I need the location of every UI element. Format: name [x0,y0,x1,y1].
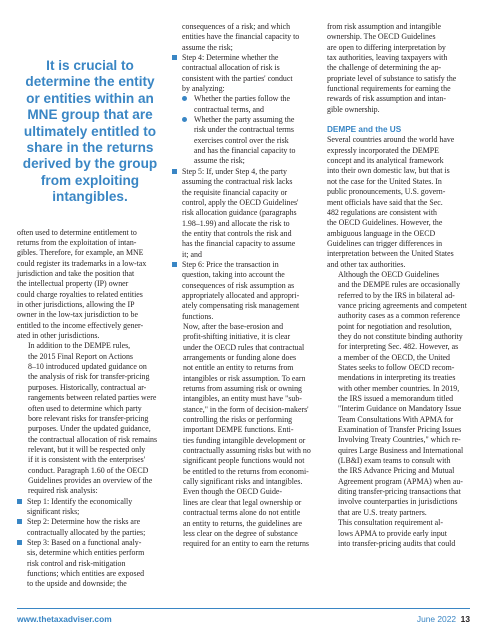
text-line: propriate level of substance to satisfy the [327,73,457,83]
text-line: into their own domestic law, but that is [327,166,450,176]
text-line: stance," in the form of decision-makers' [183,404,309,414]
text-line: functional requirements for earning the [327,84,451,94]
text-line: owner in the low-tax jurisdiction to be [17,310,138,320]
column-2 [172,22,318,550]
website-link[interactable]: www.thetaxadviser.com [17,614,112,624]
text-line: 1.98–1.99) and allocate the risk to [182,218,290,228]
text-line: into transfer-pricing audits that could [338,538,456,548]
text-line: the challenge of determining the ap- [327,63,442,73]
text-line: assume the risk; [194,156,245,166]
text-line: Step 4: Determine whether the [182,53,279,63]
paragraph [17,228,163,342]
text-line: exercises control over the risk [194,135,289,145]
text-line: that are U.S. treaty partners. [338,507,427,517]
text-line: This consultation requirement al- [338,518,443,528]
text-line: Step 6: Price the transaction in [182,259,279,269]
text-line: appropriately allocated and appropri- [182,290,300,300]
text-line: often used to determine entitlement to [17,227,137,237]
text-line: not entitle an entity to returns from [183,363,294,373]
pull-quote-line: derived by the group [22,156,158,172]
text-line: Now, after the base-erosion and [183,321,284,331]
text-line: expressly incorporated the DEMPE [327,145,439,155]
text-line: not the case for the United States. In [327,176,442,186]
section-heading [327,125,473,135]
text-line: to the upside and downside; the [27,579,127,589]
pull-quote-line: share in the returns [26,140,154,156]
sub-list-item [172,94,318,115]
text-line: Step 1: Identify the economically [27,496,133,506]
text-line: often used to determine which party [28,403,142,413]
text-line: intangibles or risk assumption. To earn [183,373,306,383]
text-line: ambiguous language in the OECD [327,228,436,238]
text-line: the analysis of risk for transfer-pricing [28,372,150,382]
pull-quote-line: It is crucial to [46,58,134,73]
text-line: the intellectual property (IP) owner [17,279,129,289]
text-line: consequences of risk assumption as [182,280,295,290]
text-line: ated in other jurisdictions. [17,331,100,341]
text-line: gibles. Therefore, for example, an MNE [17,248,144,258]
paragraph [17,341,163,496]
text-line: are open to differing interpretation by [327,42,446,52]
text-line: control, apply the OECD Guidelines' [182,197,299,207]
text-line: Guidelines provides an overview of the [28,475,153,485]
text-line: could charge royalties to related entities [17,289,143,299]
text-line: the requisite financial capacity or [182,187,288,197]
text-line: Whether the party assuming the [194,115,295,125]
text-line: States seeks to follow OECD recom- [338,363,455,372]
text-line: an entity to returns, the guidelines are [183,518,302,528]
text-line: Team Consultations With APMA for [338,414,454,424]
text-line: required risk analysis: [28,486,98,496]
text-line: the 2015 Final Report on Actions [28,351,133,361]
pull-quote-line: ultimately entitled to [23,123,157,139]
text-line: relevant, but it will be respected only [28,444,146,454]
text-line: significant people functions would not [183,456,305,466]
text-line: with other member countries. In 2019, [338,383,460,393]
text-line: assuming the contractual risk lacks [182,177,293,187]
text-line: the entity that controls the risk and [182,228,292,238]
text-line: bore relevant risks for transfer-pricing [28,413,149,423]
text-line: contractual terms, and [194,104,264,114]
text-line: functions. [182,311,214,321]
text-line: point for negotiation and resolution, [338,321,452,331]
pull-quote-line: intangibles. [52,189,128,205]
list-item [17,538,163,590]
text-line: Involving Treaty Countries," which re- [338,435,461,445]
paragraph [327,518,473,549]
text-line: be entitled to the returns from economi- [183,466,309,476]
text-line: rewards of risk assumption and intan- [327,94,446,104]
text-line: DEMPE and the US [327,125,402,135]
text-line: a member of the OECD, the United [338,352,450,362]
text-line: and has the financial capacity to [194,146,296,156]
text-line: gible ownership. [327,104,380,114]
text-line: they do not constitute binding authority [338,331,463,341]
text-line: (LB&I) exam teams to consult with [338,456,451,466]
text-line: Agreement program (APMA) when au- [338,476,463,486]
text-line: returns from assuming risk or owning [183,384,303,394]
list-item [172,53,318,94]
text-line: by analyzing: [182,84,225,94]
issue-date: June 2022 [416,614,457,624]
page-number: 13 [460,614,470,624]
spacer [327,115,473,125]
text-line: ately compensating risk management [182,301,300,311]
text-line: cally significant risks and intangibles. [183,477,303,487]
paragraph [172,487,318,549]
text-line: lines are clear that legal ownership or [183,497,302,507]
text-line: referred to by the IRS in bilateral ad- [338,290,455,300]
text-line: vance pricing agreements and competent [338,300,467,310]
paragraph [327,270,473,518]
text-line: entitled to the income effectively gener- [17,320,144,330]
text-line: functions; which entities are exposed [27,569,145,578]
text-line: risk under the contractual terms [194,125,294,135]
text-line: contractually assuming risks but with no [183,446,311,456]
text-line: Step 3: Based on a functional analy- [27,537,142,547]
pull-quote-line: from exploiting [40,172,140,188]
text-line: "Interim Guidance on Mandatory Issue [338,404,462,414]
text-line: concept and its analytical framework [327,156,444,166]
text-line: and other tax authorities. [327,259,406,269]
page-footer [17,608,470,624]
text-line: diting transfer-pricing transactions that [338,487,461,497]
text-line: contractual terms alone do not entitle [183,508,301,518]
pull-quote-line: MNE group that are [27,107,153,123]
text-line: risk control and risk-mitigation [27,558,126,568]
text-line: tax authorities, leaving taxpayers with [327,53,448,63]
text-line: intangibles, an entity must have "sub- [183,394,302,404]
text-line: question, taking into account the [182,270,285,280]
text-line: the IRS Advance Pricing and Mutual [338,466,455,476]
text-line: important DEMPE functions. Enti- [183,425,294,435]
text-line: ownership. The OECD Guidelines [327,32,436,42]
text-line: for interpreting Sec. 482. However, as [338,342,459,352]
text-line: the contractual allocation of risk remains [28,434,158,444]
list-item [17,517,163,538]
text-line: contractually allocated by the parties; [27,527,146,537]
text-line: purposes. Historically, contractual ar- [28,382,147,392]
text-line: Step 2: Determine how the risks are [27,517,141,527]
text-line: significant risks; [27,506,80,516]
text-line: consistent with the parties' conduct [182,73,293,83]
text-line: Even though the OECD Guide- [183,487,283,497]
text-line: 8–10 introduced updated guidance on [28,362,147,372]
text-line: Guidelines can trigger differences in [327,238,443,248]
text-line: entities have the financial capacity to [182,32,300,42]
pull-quote-line: or entities within an [26,90,154,106]
text-line: Whether the parties follow the [194,94,290,104]
text-line: profit-shifting initiative, it is clear [183,332,291,342]
paragraph [327,135,473,269]
list-item [17,497,163,518]
text-line: in other jurisdictions, allowing the IP [17,300,135,310]
text-line: purposes. Under the updated guidance, [28,424,151,434]
text-line: authority cases as a common reference [338,311,461,321]
paragraph [327,22,473,115]
text-line: involve counterparties in jurisdictions [338,497,458,507]
text-line: assume the risk; [182,42,233,52]
text-line: contractual allocation of risk is [182,63,280,73]
text-line: returns from the exploitation of intan- [17,238,137,247]
text-line: ties funding intangible development or [183,435,306,445]
text-line: it; and [182,249,202,259]
pull-quote [17,58,163,206]
text-line: has the financial capacity to assume [182,239,296,249]
text-line: and the DEMPE rules are occasionally [338,280,461,290]
text-line: interpretation between the United States [327,249,454,259]
text-line: Several countries around the world have [327,135,455,145]
column-1 [17,22,163,590]
text-line: mendations in interpreting its treaties [338,373,456,383]
text-line: the OECD Guidelines. However, the [327,218,443,228]
text-line: 482 regulations are consistent with [327,207,438,217]
paragraph [172,322,318,488]
issue-and-page [417,614,470,624]
pull-quote-line: determine the entity [25,74,155,90]
text-line: the IRS issued a memorandum titled [338,394,454,404]
text-line: rangements between related parties were [28,393,157,403]
text-line: In addition to the DEMPE rules, [28,341,131,351]
text-line: Examination of Transfer Pricing Issues [338,425,462,435]
text-line: from risk assumption and intangible [327,22,441,31]
text-line: required for an entity to earn the returns [183,539,309,549]
text-line: conduct. Paragraph 1.60 of the OECD [28,465,149,475]
text-line: consequences of a risk; and which [182,22,291,31]
text-line: under the OECD rules that contractual [183,342,305,352]
list-item [172,260,318,322]
text-line: could register its trademarks in a low-tax [17,258,147,268]
text-line: ment officials have said that the Sec. [327,197,443,207]
text-line: lows APMA to provide early input [338,528,447,538]
text-line: less clear on the degree of substance [183,528,298,538]
text-line: sis, determine which entities perform [27,548,145,558]
text-line: public pronouncements, U.S. govern- [327,187,446,197]
text-line: jurisdiction and take the position that [17,269,135,279]
list-item [172,167,318,260]
text-line: controlling the risks or performing [183,415,293,425]
column-3 [327,22,473,549]
text-line: Although the OECD Guidelines [338,269,440,279]
list-item-continued [172,22,318,53]
sub-list-item [172,115,318,167]
column-1-body [17,228,163,590]
text-line: Step 5: If, under Step 4, the party [182,166,287,176]
text-line: quires Large Business and International [338,445,464,455]
text-line: if it is consistent with the enterprises' [28,455,146,465]
text-line: risk allocation guidance (paragraphs [182,208,297,218]
text-line: arrangements or funding alone does [183,353,297,362]
